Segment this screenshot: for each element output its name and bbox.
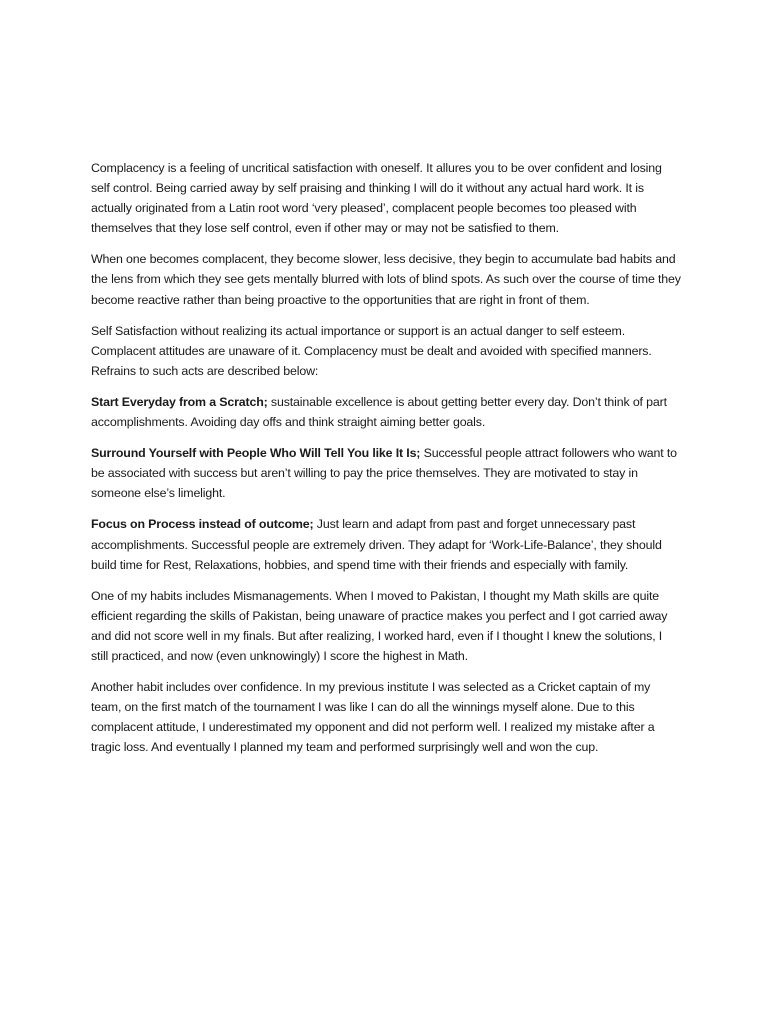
paragraph-4 xyxy=(91,392,681,432)
paragraph-3 xyxy=(91,321,681,381)
paragraph-2-text: When one becomes complacent, they become slower, less decisive, they begin to accumulate bad habits and the lens from which they see gets mentally blurred with lots of blind spots. As such over the course of time they become reactive rather than being proactive to the opportunities that are right in front of them. xyxy=(91,252,681,307)
paragraph-4-text: sustainable excellence is about getting better every day. Don’t think of part accomplishments. Avoiding day offs and think straight aiming better goals. xyxy=(91,394,667,430)
paragraph-1-text: Complacency is a feeling of uncritical satisfaction with oneself. It allures you to be over confident and losing self control. Being carried away by self praising and thinking I will do it without any actual hard work. It is actually originated from a Latin root word ‘very pleased’, complacent people becomes too pleased with themselves that they lose self control, even if other may or may not be satisfied to them. xyxy=(91,161,662,236)
paragraph-7-text: One of my habits includes Mismanagements. When I moved to Pakistan, I thought my Math skills are quite efficient regarding the skills of Pakistan, being unaware of practice makes you perfect and I got carried away and did not score well in my finals. But after realizing, I worked hard, even if I thought I knew the solutions, I still practiced, and now (even unknowingly) I score the highest in Math. xyxy=(91,588,668,663)
paragraph-5-text: Successful people attract followers who want to be associated with success but aren’t willing to pay the price themselves. They are motivated to stay in someone else’s limelight. xyxy=(91,446,677,501)
paragraph-8 xyxy=(91,677,681,757)
paragraph-3-text: Self Satisfaction without realizing its actual importance or support is an actual danger to self esteem. Complacent attitudes are unaware of it. Complacency must be dealt and avoided with specified manners. Refrains to such acts are described below: xyxy=(91,323,652,378)
paragraph-5 xyxy=(91,443,681,503)
paragraph-6-lead: Focus on Process instead of outcome; xyxy=(91,517,314,532)
paragraph-2 xyxy=(91,249,681,309)
paragraph-5-lead: Surround Yourself with People Who Will Tell You like It Is; xyxy=(91,446,421,461)
document-body xyxy=(91,158,681,768)
paragraph-6-text: Just learn and adapt from past and forget unnecessary past accomplishments. Successful people are extremely driven. They adapt for ‘Work-Life-Balance’, they should build time for Rest, Relaxations, hobbies, and spend time with their friends and especially with family. xyxy=(91,517,662,572)
paragraph-6 xyxy=(91,514,681,574)
paragraph-7 xyxy=(91,586,681,666)
paragraph-1 xyxy=(91,158,681,238)
paragraph-4-lead: Start Everyday from a Scratch; xyxy=(91,394,268,409)
paragraph-8-text: Another habit includes over confidence. In my previous institute I was selected as a Cricket captain of my team, on the first match of the tournament I was like I can do all the winnings myself alone. Due to this complacent attitude, I underestimated my opponent and did not perform well. I realized my mistake after a tragic loss. And eventually I planned my team and performed surprisingly well and won the cup. xyxy=(91,680,655,755)
